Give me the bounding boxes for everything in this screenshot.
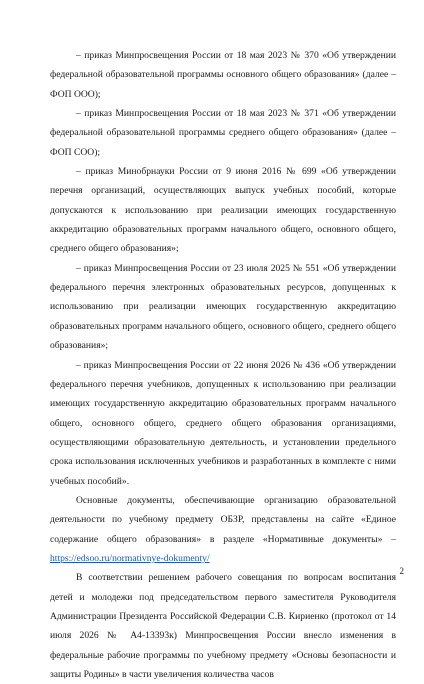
- documents-paragraph: [50, 491, 396, 568]
- order-item-textbooks-list: – приказ Минпросвещения России от 22 июня 2026 № 436 «Об утверждении федерального перечня учебников, допущенных к использованию при реализации имеющих государственную аккредитацию образовательных программ начального общего, основного общего, среднего общего образования организациями, осуществляющими образовательную деятельность, и установлении предельного срока использования исключенных учебников и разработанных в комплекте с ними учебных пособий».: [50, 359, 396, 487]
- order-item-textbook-publishers: – приказ Минобрнауки России от 9 июня 2016 № 699 «Об утверждении перечня организаций, осуществляющих выпуск учебных пособий, которые допускаются к использованию при реализации имеющих государственную аккредитацию образовательных программ начального общего, основного общего, среднего общего образования»;: [50, 166, 396, 255]
- changes-paragraph: В соответствии решением рабочего совещания по вопросам воспитания детей и молодежи под председательством первого заместителя Руководителя Администрации Президента Российской Федерации С.В. Кириенко (протокол от 14 июля 2026 № А4-13393к) Минпросвещения России внесло изменения в федеральные рабочие программы по учебному предмету «Основы безопасности и защиты Родины» в части увеличения количества часов: [50, 572, 396, 680]
- order-item-fop-ooo: – приказ Минпросвещения России от 18 мая 2023 № 370 «Об утверждении федеральной образовательной программы основного общего образования» (далее – ФОП ООО);: [50, 50, 396, 100]
- document-body: [50, 46, 396, 684]
- page-number: 2: [399, 566, 404, 576]
- normative-documents-link[interactable]: https://edsoo.ru/normativnye-dokumenty/: [50, 552, 210, 564]
- order-item-electronic-resources: – приказ Минпросвещения России от 23 июля 2025 № 551 «Об утверждении федерального перечня электронных образовательных ресурсов, допущенных к использованию при реализации имеющих государственную аккредитацию образовательных программ начального общего, основного общего, среднего общего образования»;: [50, 262, 396, 352]
- documents-paragraph-text: Основные документы, обеспечивающие организацию образовательной деятельности по учебному предмету ОБЗР, представлены на сайте «Единое содержание общего образования» в разделе «Нормативные документы» –: [50, 494, 396, 545]
- order-item-fop-soo: – приказ Минпросвещения России от 18 мая 2023 № 371 «Об утверждении федеральной образовательной программы среднего общего образования» (далее – ФОП СОО);: [50, 108, 396, 158]
